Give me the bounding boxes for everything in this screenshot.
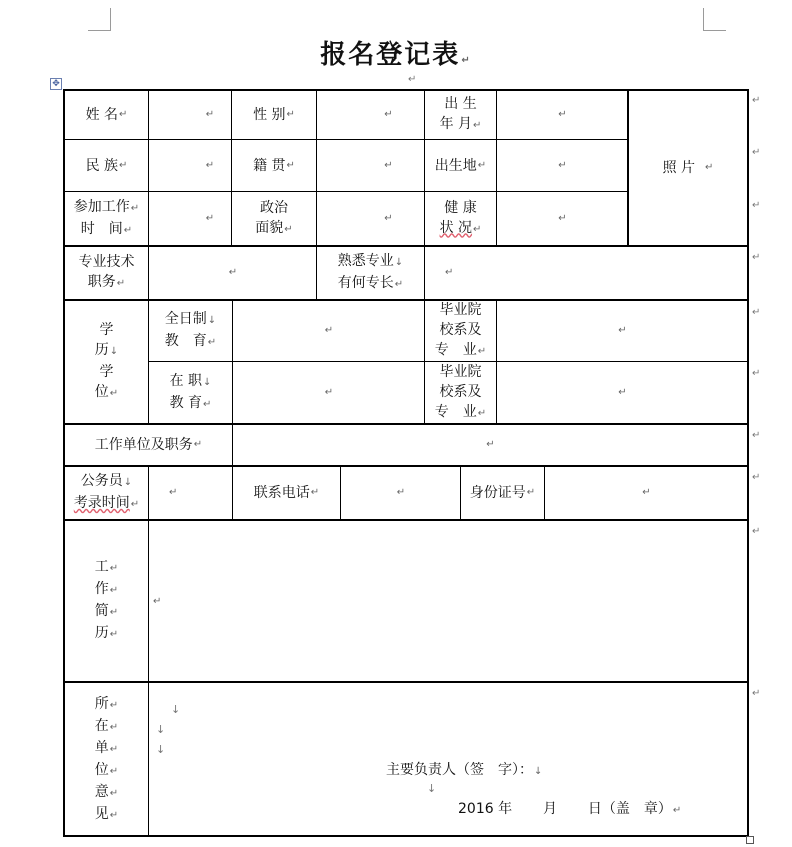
table-resize-handle[interactable] [746,836,754,844]
phone-field[interactable]: ↵ [396,487,406,498]
inservice-school-field[interactable]: ↵ [618,386,627,398]
id-number-field[interactable]: ↵ [642,487,651,498]
birth-date-field[interactable]: ↵ [558,109,567,120]
work-start-label: 参加工作↵ 时 间↵ [73,198,140,237]
birthplace-field[interactable]: ↵ [558,159,567,171]
page-corner-mark-left [88,8,111,31]
row-end-mark: ↵ [752,95,761,106]
seal-year: 2016 年 [458,801,513,817]
gender-field[interactable]: ↵ [384,109,393,120]
seal-date-line: 2016 年 月 日（盖 章）↵ [458,801,682,817]
political-status-field[interactable]: ↵ [384,212,393,224]
inservice-school-label: 毕业院 校系及 专 业↵ [434,363,487,420]
civil-servant-date-field[interactable]: ↵ [169,487,178,498]
fulltime-school-field[interactable]: ↵ [618,325,627,336]
table-move-handle-icon[interactable]: ✥ [50,78,62,90]
tech-title-label: 专业技术 职务↵ [78,254,135,290]
health-field[interactable]: ↵ [558,212,567,224]
fulltime-education-field[interactable]: ↵ [324,325,334,336]
id-number-label: 身份证号 ↵ [469,485,536,501]
civil-servant-date-label: 公务员↓ 考录时间↵ [73,473,140,511]
seal-month: 月 [543,801,557,817]
linebreak-mark: ↓ [156,743,166,756]
tech-title-field[interactable]: ↵ [228,267,238,278]
fulltime-education-label: 全日制↓ 教 育↵ [164,311,217,349]
political-status-label: 政治 面貌↵ [255,199,293,236]
row-end-mark: ↵ [752,430,761,441]
row-end-mark: ↵ [752,368,761,379]
paragraph-mark: ↵ [408,74,417,85]
row-end-mark: ↵ [752,307,761,318]
health-label: 健 康 状 况↵ [439,199,482,236]
specialty-label: 熟悉专业↓ 有何专长↵ [337,253,404,291]
inservice-education-label: 在 职↓ 教 育↵ [169,372,212,411]
work-resume-label: 工↵ 作↵ 简↵ 历↵ [94,559,119,641]
workplace-label: 工作单位及职务 ↵ [94,437,203,453]
row-end-mark: ↵ [752,147,761,158]
birthplace-label: 出生地 ↵ [434,157,487,174]
native-place-field[interactable]: ↵ [384,159,393,171]
signer-line: 主要负责人（签 字）：↓ [386,762,543,778]
ethnicity-label: 民 族 ↵ [85,157,128,174]
phone-label: 联系电话 ↵ [253,485,320,501]
work-resume-field[interactable]: ↵ [153,596,162,607]
row-end-mark: ↵ [752,526,761,537]
document-title: 报名登记表↵ [320,40,472,70]
specialty-field[interactable]: ↵ [445,267,454,278]
linebreak-mark: ↓ [156,723,166,736]
workplace-field[interactable]: ↵ [486,439,495,450]
education-degree-label: 学 历↓ 学 位↵ [94,322,119,400]
page-corner-mark-right [703,8,726,31]
gender-label: 性 别 ↵ [253,107,295,123]
row-end-mark: ↵ [752,472,761,483]
row-end-mark: ↵ [752,252,761,263]
native-place-label: 籍 贯 ↵ [253,157,295,174]
ethnicity-field[interactable]: ↵ [205,159,215,171]
inservice-education-field[interactable]: ↵ [324,386,334,398]
photo-box[interactable]: 照 片 ↵ [662,160,714,176]
row-end-mark: ↵ [752,200,761,211]
unit-opinion-label: 所↵ 在↵ 单↵ 位↵ 意↵ 见↵ [94,696,119,822]
work-start-field[interactable]: ↵ [205,212,215,224]
name-field[interactable]: ↵ [205,109,215,120]
seal-day: 日（盖 章） [587,801,672,817]
row-end-mark: ↵ [752,688,761,699]
fulltime-school-label: 毕业院 校系及 专 业↵ [434,302,487,358]
linebreak-mark: ↓ [171,703,181,716]
birth-date-label: 出 生 年 月↵ [439,96,482,132]
name-label: 姓 名 ↵ [85,107,128,123]
linebreak-mark: ↓ [427,782,437,795]
unit-opinion-field[interactable] [149,683,747,835]
